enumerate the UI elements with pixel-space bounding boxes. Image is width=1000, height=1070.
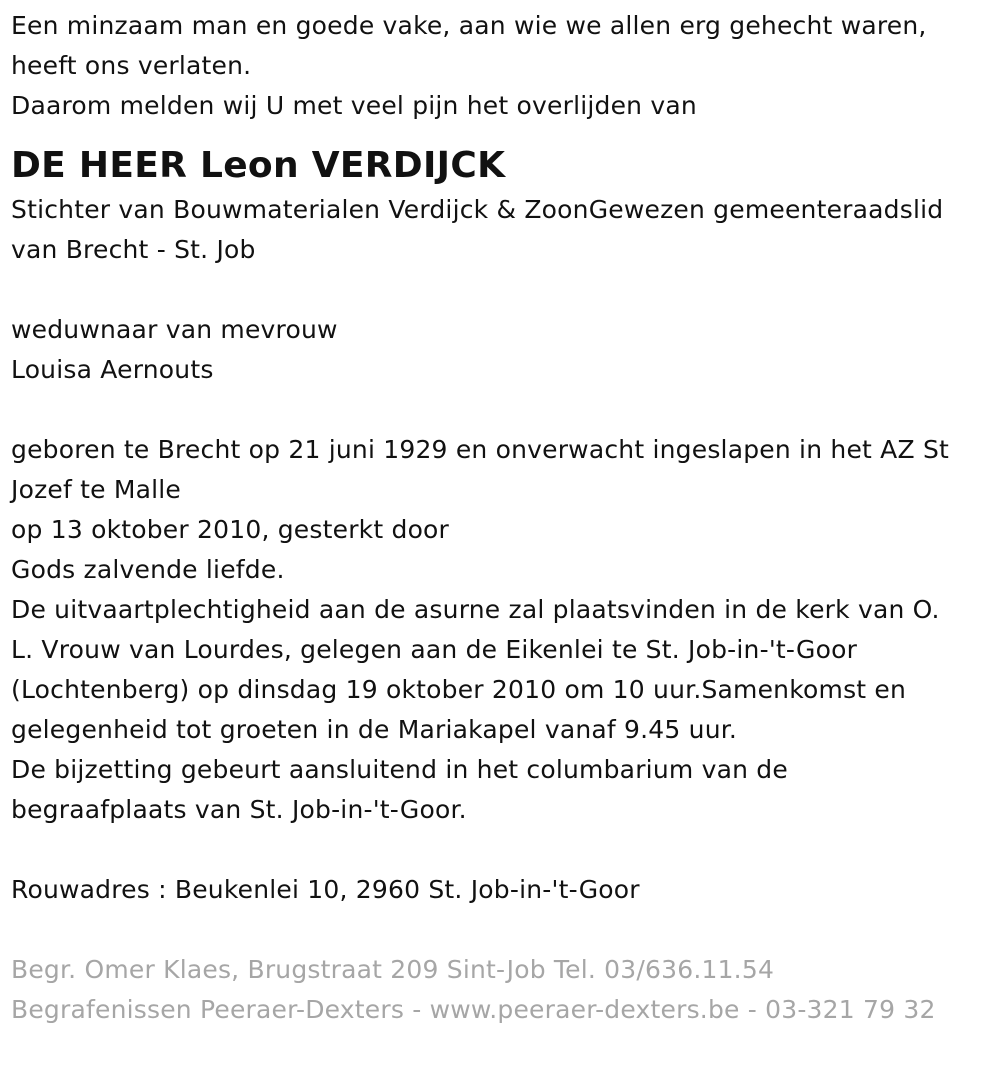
- footer-line: Begr. Omer Klaes, Brugstraat 209 Sint-Job Tel. 03/636.11.54: [11, 955, 775, 984]
- detail-line: gelegenheid tot groeten in de Mariakapel vanaf 9.45 uur.: [11, 715, 738, 744]
- deceased-name: DE HEER Leon VERDIJCK: [11, 145, 506, 186]
- detail-line: geboren te Brecht op 21 juni 1929 en onverwacht ingeslapen in het AZ St: [11, 435, 950, 464]
- detail-line: L. Vrouw van Lourdes, gelegen aan de Eikenlei te St. Job-in-'t-Goor: [11, 635, 858, 664]
- intro-block: [11, 6, 1000, 126]
- spacer: [11, 830, 1000, 870]
- spacer: [11, 910, 1000, 950]
- detail-line: De uitvaartplechtigheid aan de asurne zal plaatsvinden in de kerk van O.: [11, 595, 940, 624]
- detail-line: op 13 oktober 2010, gesterkt door: [11, 515, 450, 544]
- footer-line: Begrafenissen Peeraer-Dexters - www.peeraer-dexters.be - 03-321 79 32: [11, 995, 936, 1024]
- detail-line: De bijzetting gebeurt aansluitend in het columbarium van de: [11, 755, 788, 784]
- spacer: [11, 390, 1000, 430]
- detail-line: begraafplaats van St. Job-in-'t-Goor.: [11, 795, 467, 824]
- detail-line: (Lochtenberg) op dinsdag 19 oktober 2010 om 10 uur.Samenkomst en: [11, 675, 907, 704]
- details-block: [11, 430, 1000, 830]
- spouse-line: Louisa Aernouts: [11, 355, 214, 384]
- mourning-address: Rouwadres : Beukenlei 10, 2960 St. Job-in-'t-Goor: [11, 875, 640, 904]
- spouse-line: weduwnaar van mevrouw: [11, 315, 338, 344]
- intro-line: Daarom melden wij U met veel pijn het overlijden van: [11, 91, 697, 120]
- detail-line: Jozef te Malle: [11, 475, 182, 504]
- title-line: van Brecht - St. Job: [11, 235, 256, 264]
- title-line: Stichter van Bouwmaterialen Verdijck & ZoonGewezen gemeenteraadslid: [11, 195, 944, 224]
- titles-block: [11, 190, 1000, 270]
- spouse-block: [11, 310, 1000, 390]
- funeral-home-footer: [11, 950, 1000, 1030]
- spacer: [11, 270, 1000, 310]
- detail-line: Gods zalvende liefde.: [11, 555, 285, 584]
- intro-line: heeft ons verlaten.: [11, 51, 252, 80]
- intro-line: Een minzaam man en goede vake, aan wie we allen erg gehecht waren,: [11, 11, 927, 40]
